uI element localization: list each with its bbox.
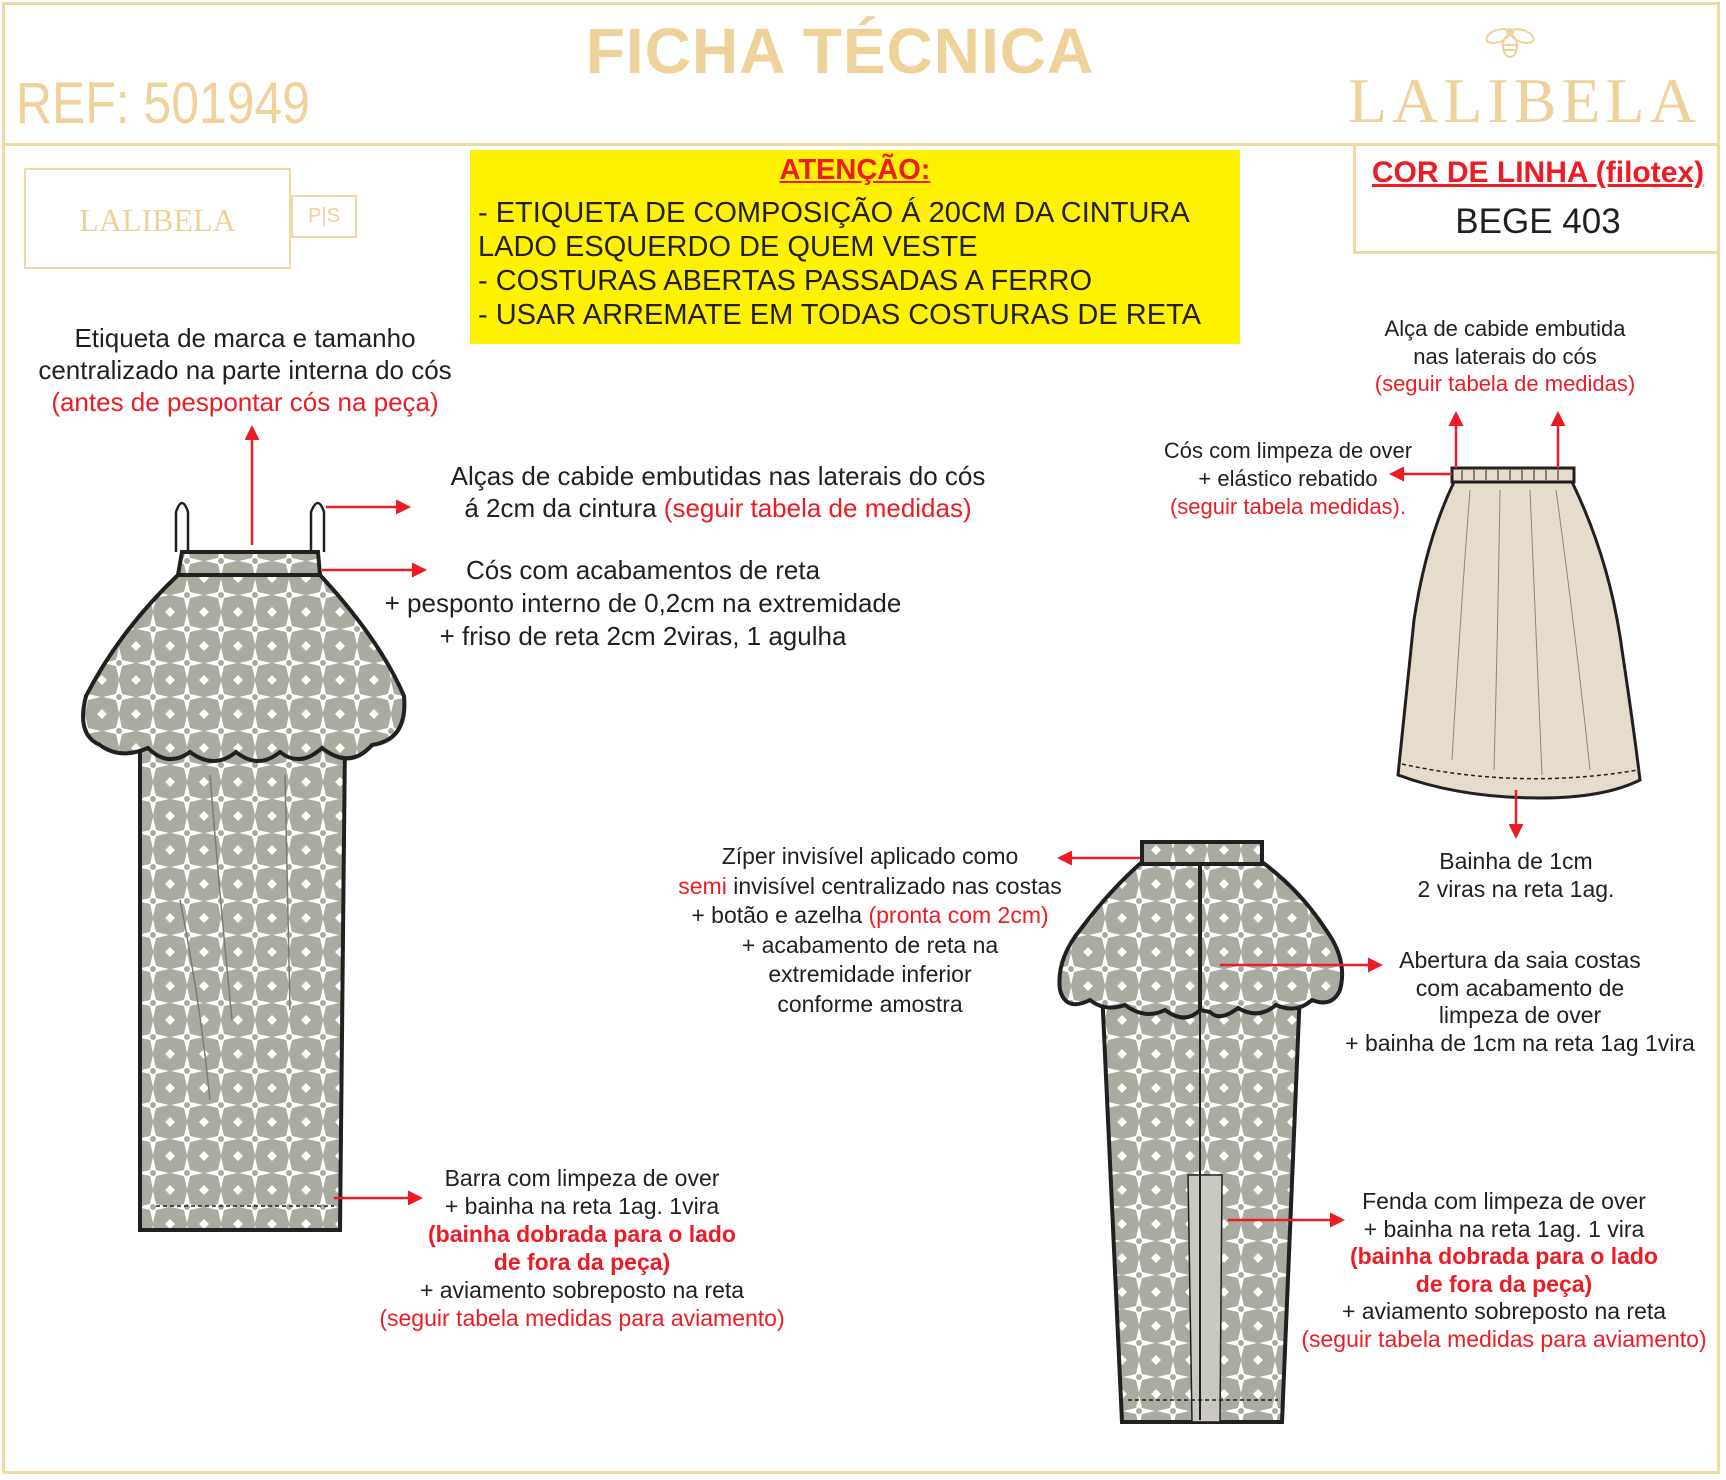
note-line: (seguir tabela medidas para aviamento) <box>379 1305 785 1331</box>
note-line: + bainha de 1cm na reta 1ag 1vira <box>1345 1029 1695 1056</box>
note-line: (seguir tabela de medidas) <box>663 493 972 523</box>
note-line: Bainha de 1cm <box>1439 848 1593 874</box>
note-zipper <box>630 842 1110 1019</box>
note-line: + botão e azelha <box>691 902 869 928</box>
note-line: de fora da peça) <box>1415 1270 1593 1297</box>
note-line: 2 viras na reta 1ag. <box>1417 876 1615 902</box>
attention-line: - COSTURAS ABERTAS PASSADAS A FERRO <box>478 265 1092 297</box>
note-line: conforme amostra <box>777 990 963 1017</box>
back-waistband <box>1142 842 1262 864</box>
attention-line: - USAR ARREMATE EM TODAS COSTURAS DE RETA <box>478 299 1201 331</box>
note-slit <box>1288 1188 1720 1353</box>
note-line: extremidade inferior <box>768 961 972 987</box>
note-line: de fora da peça) <box>493 1249 671 1275</box>
page-title: FICHA TÉCNICA <box>585 15 1095 87</box>
note-line: + aviamento sobreposto na reta <box>419 1277 745 1303</box>
note-line: (bainha dobrada para o lado <box>428 1221 736 1247</box>
note-hanger-lining <box>1330 315 1680 398</box>
note-line: centralizado na parte interna do cós <box>38 355 452 385</box>
note-hem-front <box>356 1164 808 1332</box>
note-lining-hem <box>1376 847 1656 903</box>
thread-color-value: BEGE 403 <box>1455 202 1621 241</box>
note-line: á 2cm da cintura <box>464 493 664 523</box>
note-line-combined <box>630 901 1110 931</box>
note-line: + bainha na reta 1ag. 1 vira <box>1363 1215 1645 1242</box>
note-line: + elástico rebatido <box>1198 466 1378 491</box>
note-line: Zíper invisível aplicado como <box>721 843 1019 869</box>
note-line-combined <box>412 492 1024 524</box>
front-waistband <box>178 552 320 575</box>
lining-body <box>1398 482 1640 798</box>
size-label-sample: P|S <box>291 195 357 238</box>
label-brand-text: LALIBELA <box>79 202 236 238</box>
lining-elastic-waist <box>1452 468 1574 482</box>
note-line: Alça de cabide embutida <box>1384 316 1626 341</box>
hanger-loop-right <box>311 503 324 552</box>
note-line: (seguir tabela de medidas) <box>1374 371 1636 396</box>
note-back-opening <box>1320 947 1720 1057</box>
note-line: (pronta com 2cm) <box>868 902 1049 928</box>
annotation-arrows <box>252 414 1558 1220</box>
note-line: Fenda com limpeza de over <box>1362 1188 1646 1214</box>
attention-line: LADO ESQUERDO DE QUEM VESTE <box>478 231 978 263</box>
note-waistband <box>348 554 938 653</box>
note-line: com acabamento de <box>1415 974 1625 1001</box>
hanger-loop-left <box>176 503 188 552</box>
attention-heading: ATENÇÃO: <box>779 154 931 186</box>
note-line: + pesponto interno de 0,2cm na extremidade <box>384 588 902 618</box>
back-slit <box>1188 1175 1222 1422</box>
note-line: semi <box>678 872 727 899</box>
note-brand-label <box>10 322 480 418</box>
brand-logo: LALIBELA <box>1348 65 1701 136</box>
note-line: limpeza de over <box>1438 1002 1602 1028</box>
note-line: (seguir tabela medidas). <box>1169 494 1406 519</box>
note-line-combined <box>630 872 1110 902</box>
note-line: + aviamento sobreposto na reta <box>1341 1298 1667 1324</box>
note-line: + bainha na reta 1ag. 1vira <box>444 1193 720 1219</box>
thread-color-heading: COR DE LINHA (filotex) <box>1371 156 1705 189</box>
note-line: Cós com acabamentos de reta <box>465 555 821 585</box>
reference-code: REF: 501949 <box>16 71 310 136</box>
note-line: Cós com limpeza de over <box>1163 438 1413 463</box>
note-line: nas laterais do cós <box>1413 343 1597 369</box>
note-line: (bainha dobrada para o lado <box>1350 1243 1658 1269</box>
note-hanger-front <box>412 460 1024 524</box>
note-line: invisível centralizado nas costas <box>726 872 1062 899</box>
note-line: (seguir tabela medidas para aviamento) <box>1301 1325 1707 1352</box>
note-line: Barra com limpeza de over <box>444 1165 720 1191</box>
note-line: Abertura da saia costas <box>1399 947 1641 973</box>
note-line: (antes de pespontar cós na peça) <box>51 387 439 417</box>
attention-line: - ETIQUETA DE COMPOSIÇÃO Á 20CM DA CINTURA <box>478 197 1190 229</box>
note-line: + acabamento de reta na <box>741 931 999 958</box>
note-line: Alças de cabide embutidas nas laterais do cós <box>450 461 986 491</box>
front-skirt-body <box>140 740 345 1230</box>
note-line: + friso de reta 2cm 2viras, 1 agulha <box>439 621 847 651</box>
note-lining-waist <box>1140 437 1436 521</box>
note-line: Etiqueta de marca e tamanho <box>74 323 416 353</box>
